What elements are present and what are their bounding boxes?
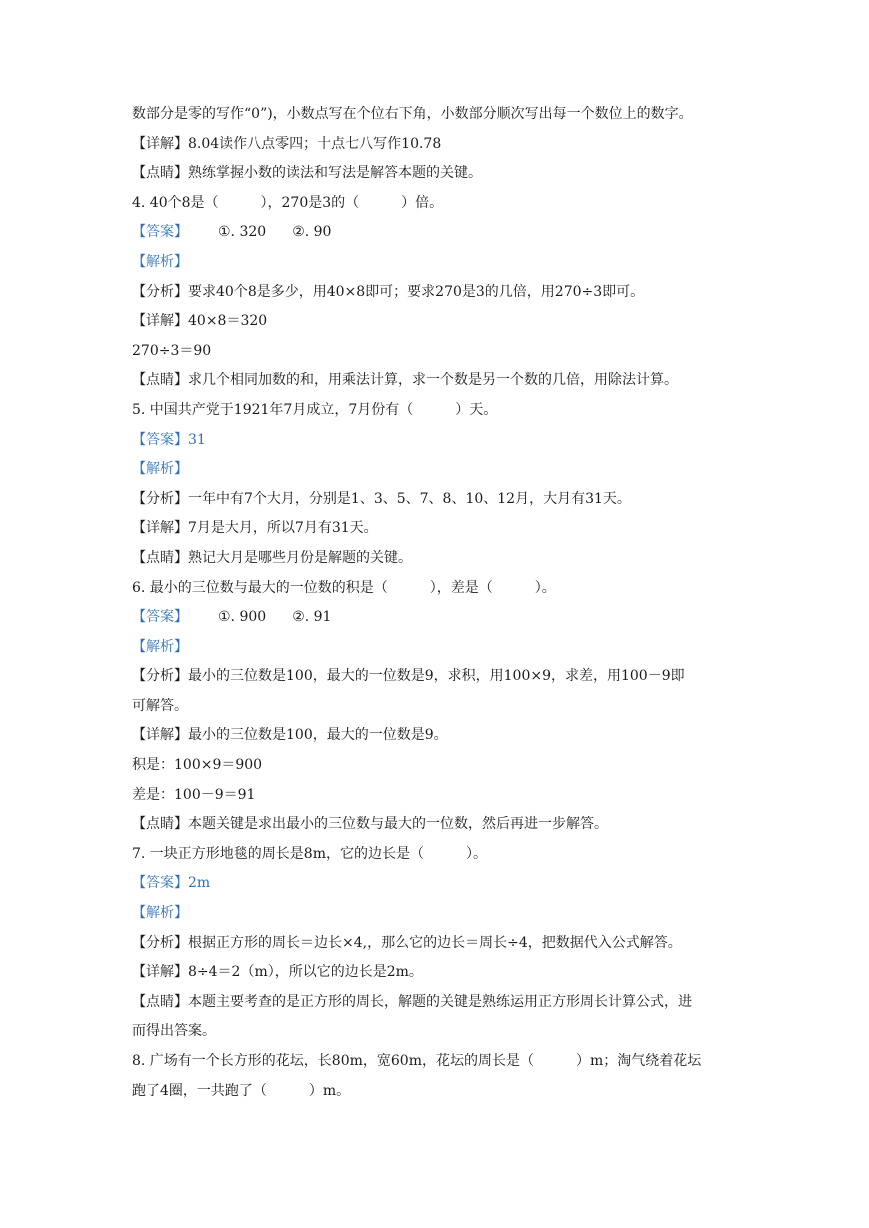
analysis-line: 【分析】一年中有7个大月，分别是1、3、5、7、8、10、12月，大月有31天。 xyxy=(132,490,631,507)
question-8: 8. 广场有一个长方形的花坛，长80m，宽60m，花坛的周长是（ ）m；淘气绕着花坛 xyxy=(132,1053,702,1069)
answer-5: 【答案】31 xyxy=(132,431,206,448)
text-line: 而得出答案。 xyxy=(132,1023,216,1040)
document-content xyxy=(132,100,742,1106)
answer-value-1: ①. 320 xyxy=(218,224,267,241)
answer-4 xyxy=(132,218,742,248)
answer-value-2: ②. 90 xyxy=(292,224,332,241)
text-line: 270÷3＝90 xyxy=(132,342,212,359)
analysis-label: 【解析】 xyxy=(132,253,188,270)
answer-7: 【答案】2m xyxy=(132,875,211,892)
analysis-label: 【解析】 xyxy=(132,461,188,478)
detail-line: 【详解】最小的三位数是100，最大的一位数是9。 xyxy=(132,727,448,744)
analysis-line: 【分析】要求40个8是多少，用40×8即可；要求270是3的几倍，用270÷3即可。 xyxy=(132,283,645,300)
text-line: 差是：100－9＝91 xyxy=(132,786,256,803)
detail-line: 【详解】7月是大月，所以7月有31天。 xyxy=(132,520,378,537)
detail-line: 【详解】40×8＝320 xyxy=(132,313,268,330)
answer-label: 【答案】 xyxy=(132,609,188,626)
question-4: 4. 40个8是（ ），270是3的（ ）倍。 xyxy=(132,194,444,211)
point-line: 【点睛】熟练掌握小数的读法和写法是解答本题的关键。 xyxy=(132,165,482,182)
text-line: 积是：100×9＝900 xyxy=(132,757,263,774)
detail-line: 【详解】8.04读作八点零四；十点七八写作10.78 xyxy=(132,135,442,152)
analysis-label: 【解析】 xyxy=(132,905,188,922)
point-line: 【点睛】本题关键是求出最小的三位数与最大的一位数，然后再进一步解答。 xyxy=(132,816,608,833)
answer-value-1: ①. 900 xyxy=(218,609,267,626)
point-line: 【点睛】本题主要考查的是正方形的周长，解题的关键是熟练运用正方形周长计算公式，进 xyxy=(132,993,692,1010)
analysis-label: 【解析】 xyxy=(132,638,188,655)
text-line: 数部分是零的写作“0”)，小数点写在个位右下角，小数部分顺次写出每一个数位上的数字。 xyxy=(132,106,693,122)
question-5: 5. 中国共产党于1921年7月成立，7月份有（ ）天。 xyxy=(132,401,498,418)
question-7: 7. 一块正方形地毯的周长是8m，它的边长是（ ）。 xyxy=(132,845,487,862)
text-line: 跑了4圈，一共跑了（ ）m。 xyxy=(132,1082,351,1099)
detail-line: 【详解】8÷4＝2（m），所以它的边长是2m。 xyxy=(132,964,423,981)
analysis-line: 【分析】根据正方形的周长＝边长×4,，那么它的边长＝周长÷4，把数据代入公式解答。 xyxy=(132,934,682,951)
text-line: 可解答。 xyxy=(132,697,188,714)
point-line: 【点睛】求几个相同加数的和，用乘法计算，求一个数是另一个数的几倍，用除法计算。 xyxy=(132,372,678,389)
answer-6 xyxy=(132,603,742,633)
point-line: 【点睛】熟记大月是哪些月份是解题的关键。 xyxy=(132,549,412,566)
answer-value-2: ②. 91 xyxy=(292,609,332,626)
question-6: 6. 最小的三位数与最大的一位数的积是（ ），差是（ ）。 xyxy=(132,579,556,596)
analysis-line: 【分析】最小的三位数是100，最大的一位数是9，求积，用100×9，求差，用100－9即 xyxy=(132,668,685,685)
answer-label: 【答案】 xyxy=(132,224,188,241)
